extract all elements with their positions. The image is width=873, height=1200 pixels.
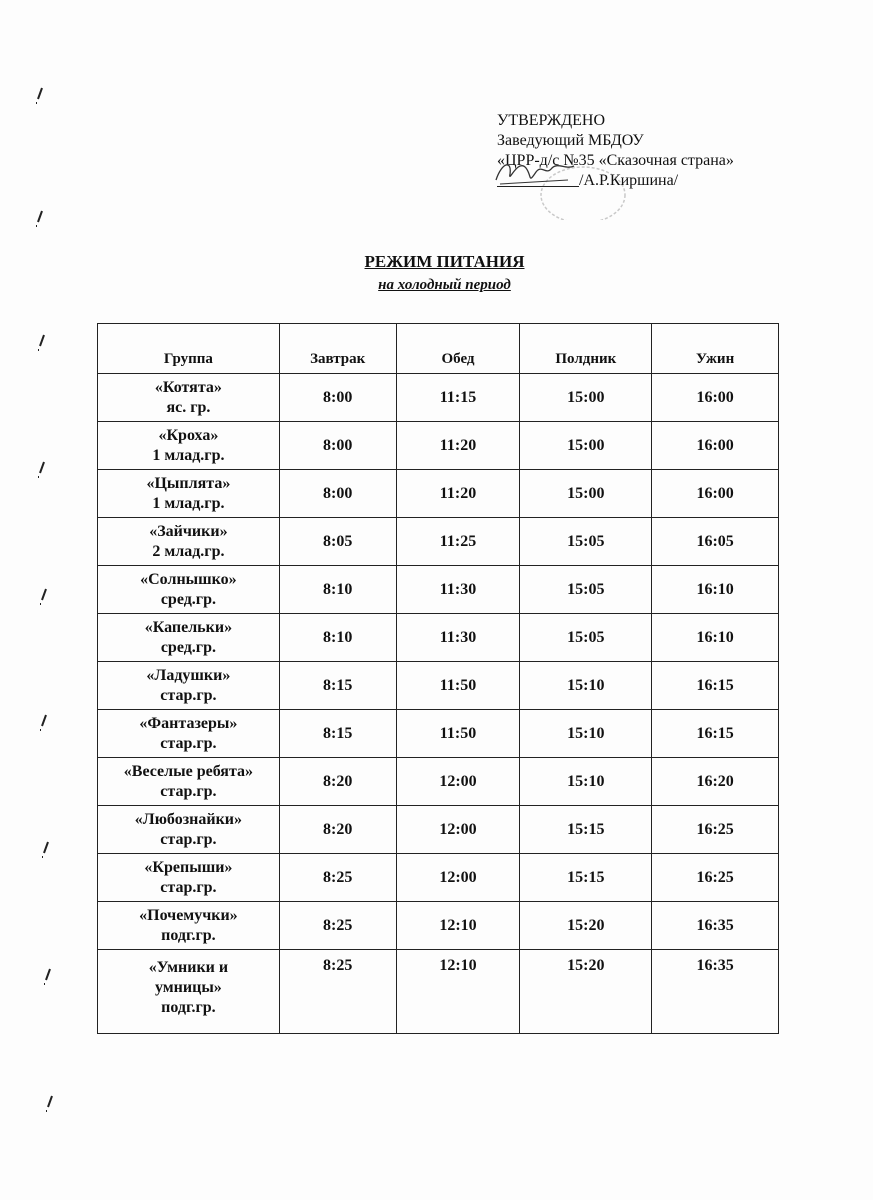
table-row: [98, 662, 779, 710]
lunch-time: 12:00: [396, 854, 520, 902]
table-row: [98, 758, 779, 806]
group-type: стар.гр.: [160, 734, 217, 752]
snack-time: 15:00: [520, 374, 652, 422]
group-type: 2 млад.гр.: [152, 542, 225, 560]
snack-time: 15:05: [520, 566, 652, 614]
snack-time: 15:05: [520, 518, 652, 566]
breakfast-time: 8:25: [279, 902, 396, 950]
group-type: подг.гр.: [161, 999, 216, 1016]
approval-heading: УТВЕРЖДЕНО: [497, 112, 606, 129]
dinner-time: 16:25: [652, 854, 779, 902]
group-type: стар.гр.: [160, 878, 217, 896]
group-cell: [98, 518, 280, 566]
scan-mark-icon: [34, 460, 48, 480]
lunch-time: 11:15: [396, 374, 520, 422]
group-name: «Веселые ребята»: [123, 762, 254, 780]
header-snack: Полдник: [520, 324, 652, 374]
scan-mark-icon: [36, 713, 50, 733]
group-type: стар.гр.: [160, 830, 217, 848]
header-dinner: Ужин: [652, 324, 779, 374]
lunch-time: 11:20: [396, 470, 520, 518]
lunch-time: 12:10: [396, 902, 520, 950]
dinner-time: 16:15: [652, 662, 779, 710]
group-name: «Цыплята»: [146, 474, 231, 492]
scan-mark-icon: [34, 333, 48, 353]
lunch-time: 11:50: [396, 710, 520, 758]
handwritten-signature: [488, 150, 578, 195]
scan-mark-icon: [32, 86, 46, 106]
dinner-time: 16:15: [652, 710, 779, 758]
dinner-time: 16:10: [652, 566, 779, 614]
group-name-continued: умницы»: [154, 979, 222, 996]
lunch-time: 11:20: [396, 422, 520, 470]
group-cell: [98, 902, 280, 950]
page-subtitle: на холодный период: [378, 277, 511, 293]
scan-mark-icon: [38, 840, 52, 860]
table-row: [98, 902, 779, 950]
dinner-time: 16:10: [652, 614, 779, 662]
scan-mark-icon: [36, 587, 50, 607]
scan-mark-icon: [32, 209, 46, 229]
breakfast-time: 8:10: [279, 614, 396, 662]
dinner-time: 16:00: [652, 470, 779, 518]
table-row: [98, 806, 779, 854]
group-type: сред.гр.: [160, 590, 216, 608]
group-cell: [98, 710, 280, 758]
meal-schedule-table: [97, 323, 779, 1034]
breakfast-time: 8:20: [279, 806, 396, 854]
group-name: «Котята»: [154, 378, 222, 396]
group-name: «Умники и: [148, 959, 229, 976]
group-type: яс. гр.: [166, 398, 211, 416]
lunch-time: 12:00: [396, 806, 520, 854]
table-row: [98, 518, 779, 566]
table-row: [98, 854, 779, 902]
page-title: РЕЖИМ ПИТАНИЯ: [364, 252, 525, 271]
header-breakfast: Завтрак: [279, 324, 396, 374]
breakfast-time: 8:20: [279, 758, 396, 806]
group-name: «Любознайки»: [134, 810, 243, 828]
snack-time: 15:15: [520, 806, 652, 854]
table-row: [98, 614, 779, 662]
snack-time: 15:15: [520, 854, 652, 902]
dinner-time: 16:00: [652, 374, 779, 422]
table-row: [98, 710, 779, 758]
group-name: «Солнышко»: [140, 570, 237, 588]
scan-mark-icon: [40, 967, 54, 987]
scan-mark-icon: [42, 1094, 56, 1114]
snack-time: 15:00: [520, 422, 652, 470]
breakfast-time: 8:05: [279, 518, 396, 566]
table-row: [98, 374, 779, 422]
lunch-time: 11:25: [396, 518, 520, 566]
group-cell: [98, 662, 280, 710]
snack-time: 15:10: [520, 758, 652, 806]
group-name: «Кроха»: [158, 426, 219, 444]
group-cell: [98, 422, 280, 470]
dinner-time: 16:25: [652, 806, 779, 854]
approval-institution: «ЦРР-д/с №35 «Сказочная страна»: [497, 152, 734, 169]
lunch-time: 11:30: [396, 614, 520, 662]
group-cell: [98, 374, 280, 422]
group-name: «Почемучки»: [139, 906, 238, 924]
group-type: сред.гр.: [160, 638, 216, 656]
group-type: подг.гр.: [161, 926, 216, 944]
lunch-time: 11:30: [396, 566, 520, 614]
group-name: «Ладушки»: [146, 666, 231, 684]
group-cell: [98, 614, 280, 662]
group-cell: [98, 566, 280, 614]
group-type: стар.гр.: [160, 782, 217, 800]
group-name: «Фантазеры»: [139, 714, 238, 732]
snack-time: 15:10: [520, 710, 652, 758]
table-row: [98, 950, 779, 1034]
breakfast-time: 8:15: [279, 710, 396, 758]
title-block: [0, 252, 873, 294]
breakfast-time: 8:15: [279, 662, 396, 710]
signature-name: /А.Р.Киршина/: [579, 172, 679, 189]
dinner-time: 16:35: [652, 950, 779, 1034]
breakfast-time: 8:10: [279, 566, 396, 614]
breakfast-time: 8:25: [279, 950, 396, 1034]
header-group: Группа: [98, 324, 280, 374]
group-type: 1 млад.гр.: [152, 446, 225, 464]
snack-time: 15:05: [520, 614, 652, 662]
snack-time: 15:00: [520, 470, 652, 518]
approval-position: Заведующий МБДОУ: [497, 132, 644, 149]
snack-time: 15:10: [520, 662, 652, 710]
dinner-time: 16:20: [652, 758, 779, 806]
breakfast-time: 8:00: [279, 470, 396, 518]
table-row: [98, 566, 779, 614]
header-lunch: Обед: [396, 324, 520, 374]
snack-time: 15:20: [520, 950, 652, 1034]
snack-time: 15:20: [520, 902, 652, 950]
group-type: стар.гр.: [160, 686, 217, 704]
table-row: [98, 470, 779, 518]
dinner-time: 16:05: [652, 518, 779, 566]
lunch-time: 12:10: [396, 950, 520, 1034]
group-name: «Капельки»: [144, 618, 233, 636]
breakfast-time: 8:00: [279, 422, 396, 470]
table-header-row: [98, 324, 779, 374]
group-type: 1 млад.гр.: [152, 494, 225, 512]
dinner-time: 16:00: [652, 422, 779, 470]
group-name: «Зайчики»: [149, 522, 228, 540]
group-cell: [98, 806, 280, 854]
group-name: «Крепыши»: [144, 858, 233, 876]
table-row: [98, 422, 779, 470]
group-cell: [98, 854, 280, 902]
group-cell: [98, 758, 280, 806]
lunch-time: 12:00: [396, 758, 520, 806]
group-cell: [98, 470, 280, 518]
lunch-time: 11:50: [396, 662, 520, 710]
dinner-time: 16:35: [652, 902, 779, 950]
group-cell: [98, 950, 280, 1034]
breakfast-time: 8:00: [279, 374, 396, 422]
breakfast-time: 8:25: [279, 854, 396, 902]
